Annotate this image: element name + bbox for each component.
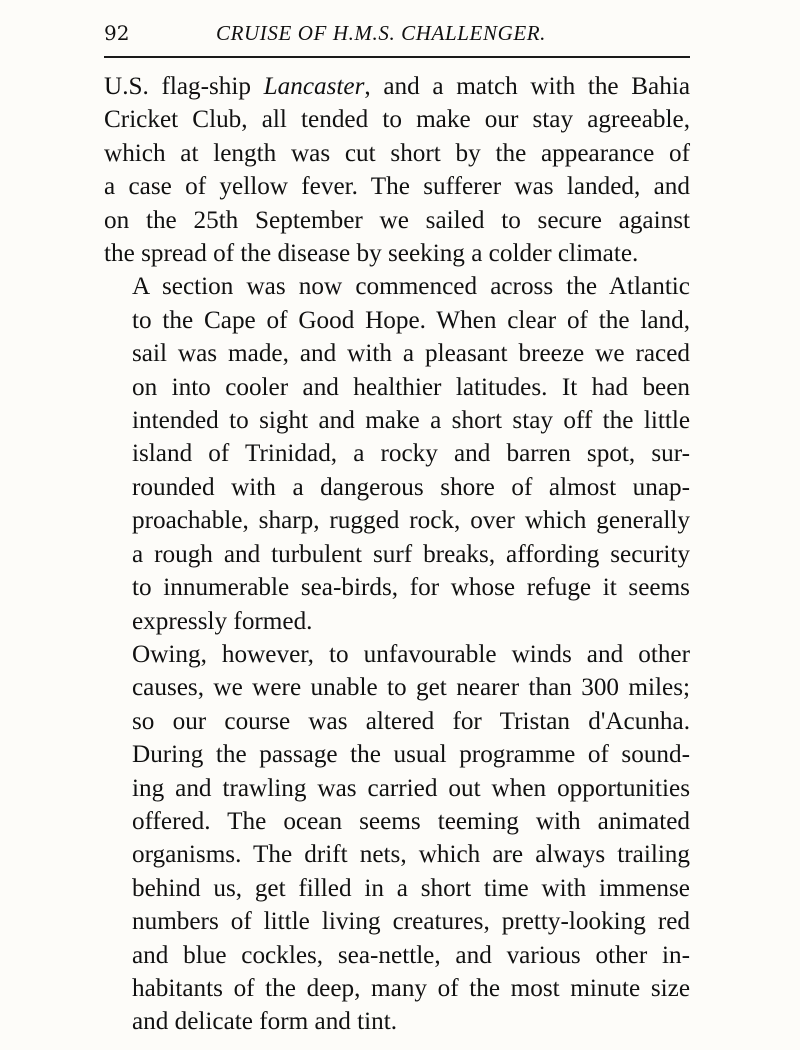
body-text [104, 70, 690, 1039]
text-line: the spread of the disease by seeking a colder climate. [104, 240, 639, 268]
text-line: intended to sight and make a short stay off the little [132, 407, 690, 435]
text-line: a case of yellow fever. The sufferer was landed, and [104, 173, 690, 201]
text-line: Cricket Club, all tended to make our stay agreeable, [104, 106, 690, 134]
text-line: ing and trawling was carried out when opportunities [132, 774, 690, 802]
page-header [104, 18, 690, 48]
text-line: to innumerable sea-birds, for whose refuge it seems [132, 574, 690, 602]
text-line: on the 25th September we sailed to secure against [104, 206, 690, 234]
text-line: organisms. The drift nets, which are always trailing [132, 841, 690, 869]
text-line: rounded with a dangerous shore of almost unap- [132, 473, 690, 501]
text-line: causes, we were unable to get nearer than 300 miles; [132, 674, 690, 702]
running-title: CRUISE OF H.M.S. CHALLENGER. [216, 21, 547, 45]
text-line: U.S. flag-ship Lancaster, and a match with the Bahia [104, 73, 691, 100]
text-line: on into cooler and healthier latitudes. It had been [132, 373, 690, 401]
text-line: numbers of little living creatures, pretty-looking red [132, 908, 690, 936]
header-rule [104, 56, 690, 58]
text-line: which at length was cut short by the appearance of [104, 139, 690, 167]
text-line: offered. The ocean seems teeming with animated [132, 807, 690, 835]
text-line: so our course was altered for Tristan d'Acunha. [132, 707, 690, 735]
text-line: Owing, however, to unfavourable winds and other [132, 640, 690, 668]
text-line: and delicate form and tint. [132, 1008, 398, 1036]
page-number: 92 [104, 21, 130, 45]
text-line: behind us, get filled in a short time with immense [132, 874, 690, 902]
text-line: island of Trinidad, a rocky and barren spot, sur- [132, 440, 690, 468]
text-line: A section was now commenced across the Atlantic [132, 273, 690, 301]
ship-name: Lancaster [263, 73, 365, 100]
text-line: a rough and turbulent surf breaks, affording security [132, 540, 690, 568]
paragraph-1 [104, 70, 690, 270]
text-line: During the passage the usual programme of sound- [132, 741, 690, 769]
paragraph-2 [104, 270, 690, 637]
paragraph-3 [104, 638, 690, 1039]
text-line: to the Cape of Good Hope. When clear of the land, [132, 306, 690, 334]
text-line: habitants of the deep, many of the most minute size [132, 974, 690, 1002]
text-line: expressly formed. [132, 607, 313, 635]
text-line: proachable, sharp, rugged rock, over which generally [132, 507, 690, 535]
text-line: sail was made, and with a pleasant breeze we raced [132, 340, 690, 368]
text-line: and blue cockles, sea-nettle, and various other in- [132, 941, 690, 969]
